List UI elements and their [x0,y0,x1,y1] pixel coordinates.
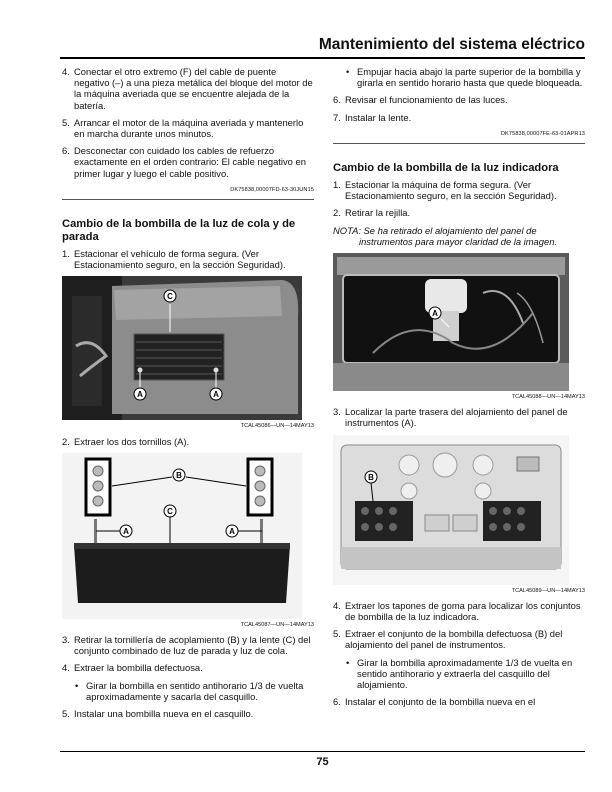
step-item: 3. Localizar la parte trasera del alojamiento del panel de instrumentos (A). [333,406,568,429]
step-item: 6. Desconectar con cuidado los cables de refuerzo exactamente en el orden contrario: El cable negativo en primer lugar y luego el cable positivo. [62,145,306,179]
step-item: 6. Revisar el funcionamiento de las luces. [333,94,508,106]
panel-photo [333,435,569,585]
step-item: 2. Extraer los dos tornillos (A). [62,435,190,447]
section-heading: Cambio de la bombilla de la luz de cola y de parada [62,218,296,244]
page-title: Mantenimiento del sistema eléctrico [318,36,585,53]
callout-label: A [229,526,235,536]
callout-label: A [432,309,438,319]
reference-code: DK75838,00007FE-63-01APR13 [500,130,585,137]
housing-photo [333,253,569,391]
figure-id: TCAL45089—UN—14MAY13 [511,587,585,594]
figure-id: TCAL45087—UN—14MAY13 [240,621,314,628]
taillight-photo [62,276,302,420]
step-item: 1. Estacionar el vehículo de forma segura. (Ver Estacionamiento seguro, en la sección Seguridad). [62,248,286,271]
callout-label: C [167,292,173,302]
bullet-item: • Girar la bombilla en sentido antihorario 1/3 de vuelta aproximadamente y sacarla del casquillo. [75,679,304,702]
step-item: 4. Conectar el otro extremo (F) del cable de puente negativo (–) a una pieza metálica del bloque del motor de la máquina averiada que se encuentre alejada de la batería. [62,66,313,111]
figure-instrument-housing [333,253,585,403]
callout-label: A [137,390,143,400]
note-text: NOTA: Se ha retirado el alojamiento del panel de instrumentos para mayor claridad de la imagen. [333,224,558,247]
right-column [333,66,585,713]
step-item: 5. Arrancar el motor de la máquina averiada y mantenerlo en marcha durante unos minutos. [62,116,304,140]
bullet-item: • Girar la bombilla aproximadamente 1/3 de vuelta en sentido antihorario y extraerla del casquillo del alojamiento. [346,656,573,691]
step-item: 7. Instalar la lente. [333,111,412,123]
figure-id: TCAL45086—UN—14MAY13 [240,423,314,430]
step-item: 5. Extraer el conjunto de la bombilla defectuosa (B) del alojamiento del panel de instrumentos. [333,628,563,651]
step-item: 1. Estacionar la máquina de forma segura. (Ver Estacionamiento seguro, en la sección Seguridad). [333,179,557,202]
figure-id: TCAL45088—UN—14MAY13 [511,394,585,401]
section-heading: Cambio de la bombilla de la luz indicadora [333,162,559,175]
bullet-item: • Empujar hacia abajo la parte superior de la bombilla y girarla en sentido horario hasta que quede bloqueada. [346,66,583,89]
step-item: 6. Instalar el conjunto de la bombilla nueva en el [333,696,536,708]
footer-rule [60,751,585,752]
page-number: 75 [316,756,329,768]
section-divider [62,199,314,200]
figure-taillight-housing [62,276,314,432]
lens-photo [62,453,302,619]
section-divider [333,143,585,144]
step-item: 3. Retirar la tornillería de acoplamiento (B) y la lente (C) del conjunto combinado de luz de parada y luz de cola. [62,634,311,657]
header-rule [60,57,585,59]
step-item: 2. Retirar la rejilla. [333,207,411,219]
step-item: 4. Extraer los tapones de goma para localizar los conjuntos de bombilla de la luz indicadora. [333,599,581,623]
reference-code: DK75838,00007FD-63-30JUN15 [230,186,314,193]
step-item: 4. Extraer la bombilla defectuosa. [62,662,203,674]
callout-label: C [167,506,173,516]
callout-label: A [123,526,129,536]
callout-label: B [176,470,182,480]
callout-label: B [368,472,374,482]
figure-taillight-lens [62,453,314,631]
figure-instrument-panel [333,435,585,597]
left-column [62,66,314,725]
step-item: 5. Instalar una bombilla nueva en el casquillo. [62,708,254,720]
callout-label: A [213,390,219,400]
